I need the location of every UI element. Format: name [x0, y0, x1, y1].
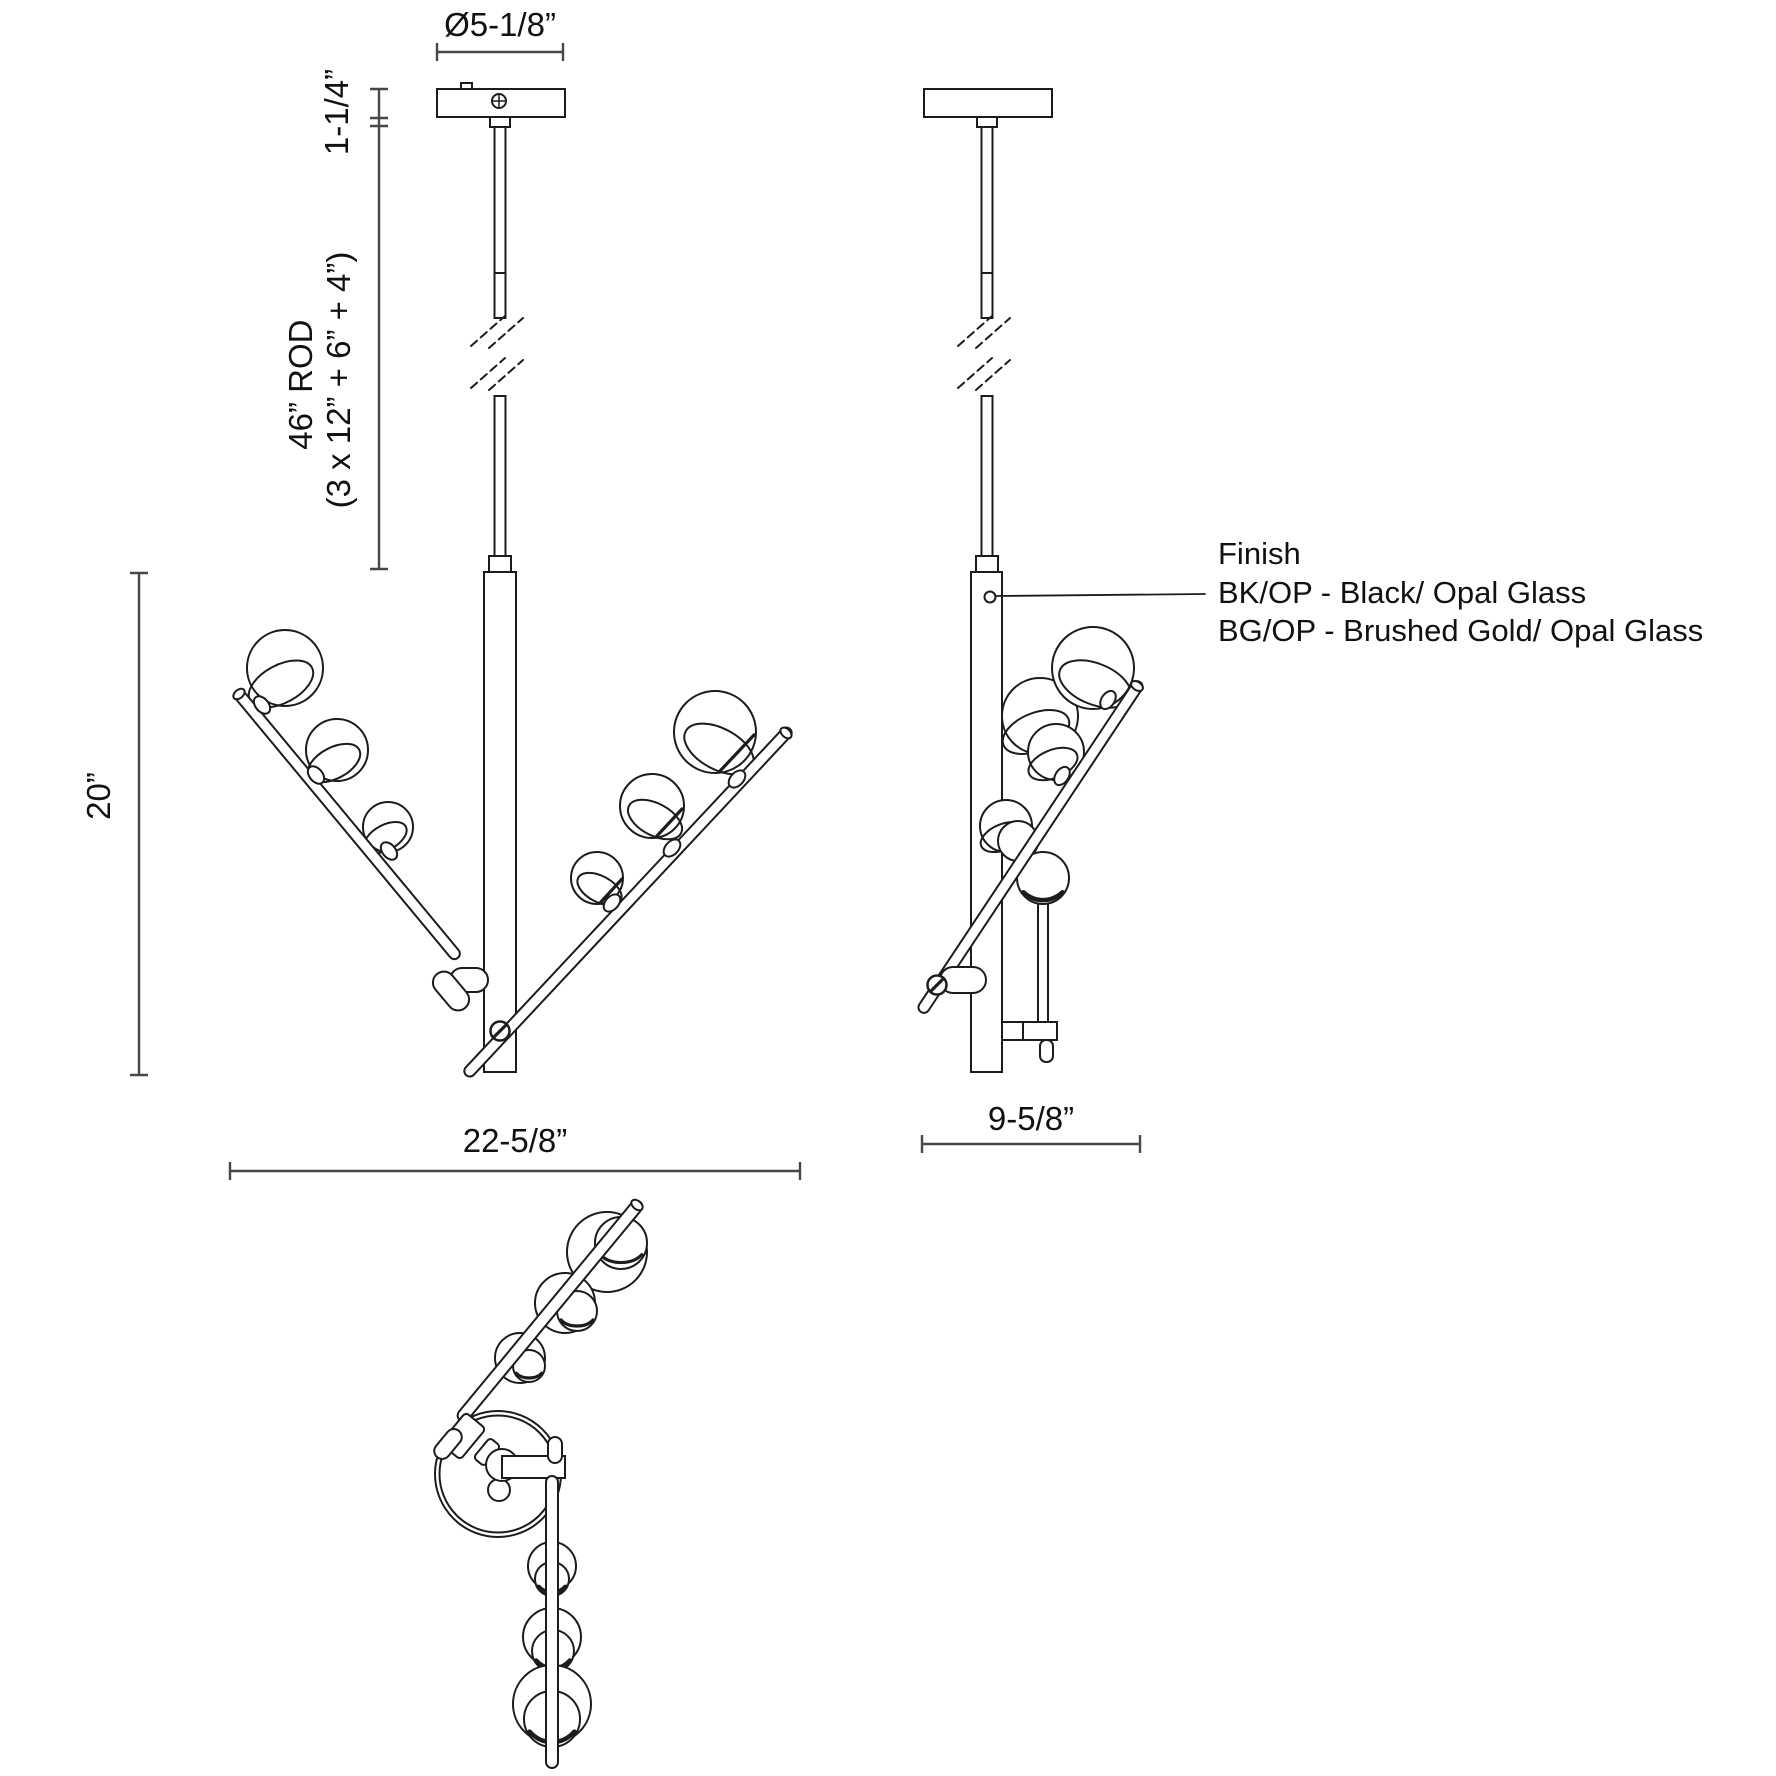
- mounting-screw-icon: [492, 94, 506, 108]
- finish-option-brushed-gold-opal: BG/OP - Brushed Gold/ Opal Glass: [1218, 613, 1704, 648]
- finish-option-black-opal: BK/OP - Black/ Opal Glass: [1218, 575, 1587, 610]
- stem-coupler: [977, 117, 997, 127]
- dim-label-canopy-height: 1-1/4”: [318, 68, 355, 156]
- rod-break-mark: [471, 316, 523, 348]
- rod-break-mark: [958, 316, 1010, 348]
- arm-rod: [455, 1198, 645, 1424]
- leader-anchor-dot: [985, 592, 996, 603]
- pivot-screw-icon: [491, 1022, 510, 1041]
- dim-label-fixture-width: 22-5/8”: [462, 1122, 568, 1159]
- glass-globe: [1052, 627, 1134, 709]
- fixture-body: [484, 572, 516, 1072]
- rod-break-mark: [471, 358, 523, 390]
- leader-line: [996, 594, 1205, 596]
- body-coupler: [489, 556, 511, 572]
- bracket-peg: [1040, 1040, 1053, 1062]
- dim-label-rod-length: 46” ROD (3 x 12” + 6” + 4”): [282, 251, 357, 509]
- bottom-plan-view: [431, 1198, 647, 1768]
- front-view: [231, 83, 794, 1079]
- arm-bracket: [1002, 1022, 1057, 1040]
- stem-rod: [982, 127, 993, 318]
- stem-rod: [495, 127, 506, 318]
- side-view: [916, 89, 1144, 1072]
- rod-break-mark: [958, 358, 1010, 390]
- canopy-outline: [924, 89, 1052, 117]
- stem-rod: [982, 396, 993, 556]
- right-arm-globes: [571, 691, 762, 912]
- stem-coupler: [490, 117, 510, 127]
- left-arm-globes: [241, 630, 413, 859]
- dim-label-canopy-diameter: Ø5-1/8”: [444, 6, 556, 43]
- dim-label-fixture-depth: 9-5/8”: [987, 1100, 1075, 1137]
- lower-arm-rod: [546, 1476, 558, 1768]
- hub-screw-circle: [488, 1479, 510, 1501]
- finish-legend-title: Finish: [1218, 536, 1301, 571]
- body-coupler: [976, 556, 998, 572]
- dim-label-fixture-height: 20”: [80, 772, 117, 820]
- bar-peg: [548, 1437, 562, 1463]
- pivot-screw-icon: [928, 976, 947, 995]
- stem-rod: [495, 396, 506, 556]
